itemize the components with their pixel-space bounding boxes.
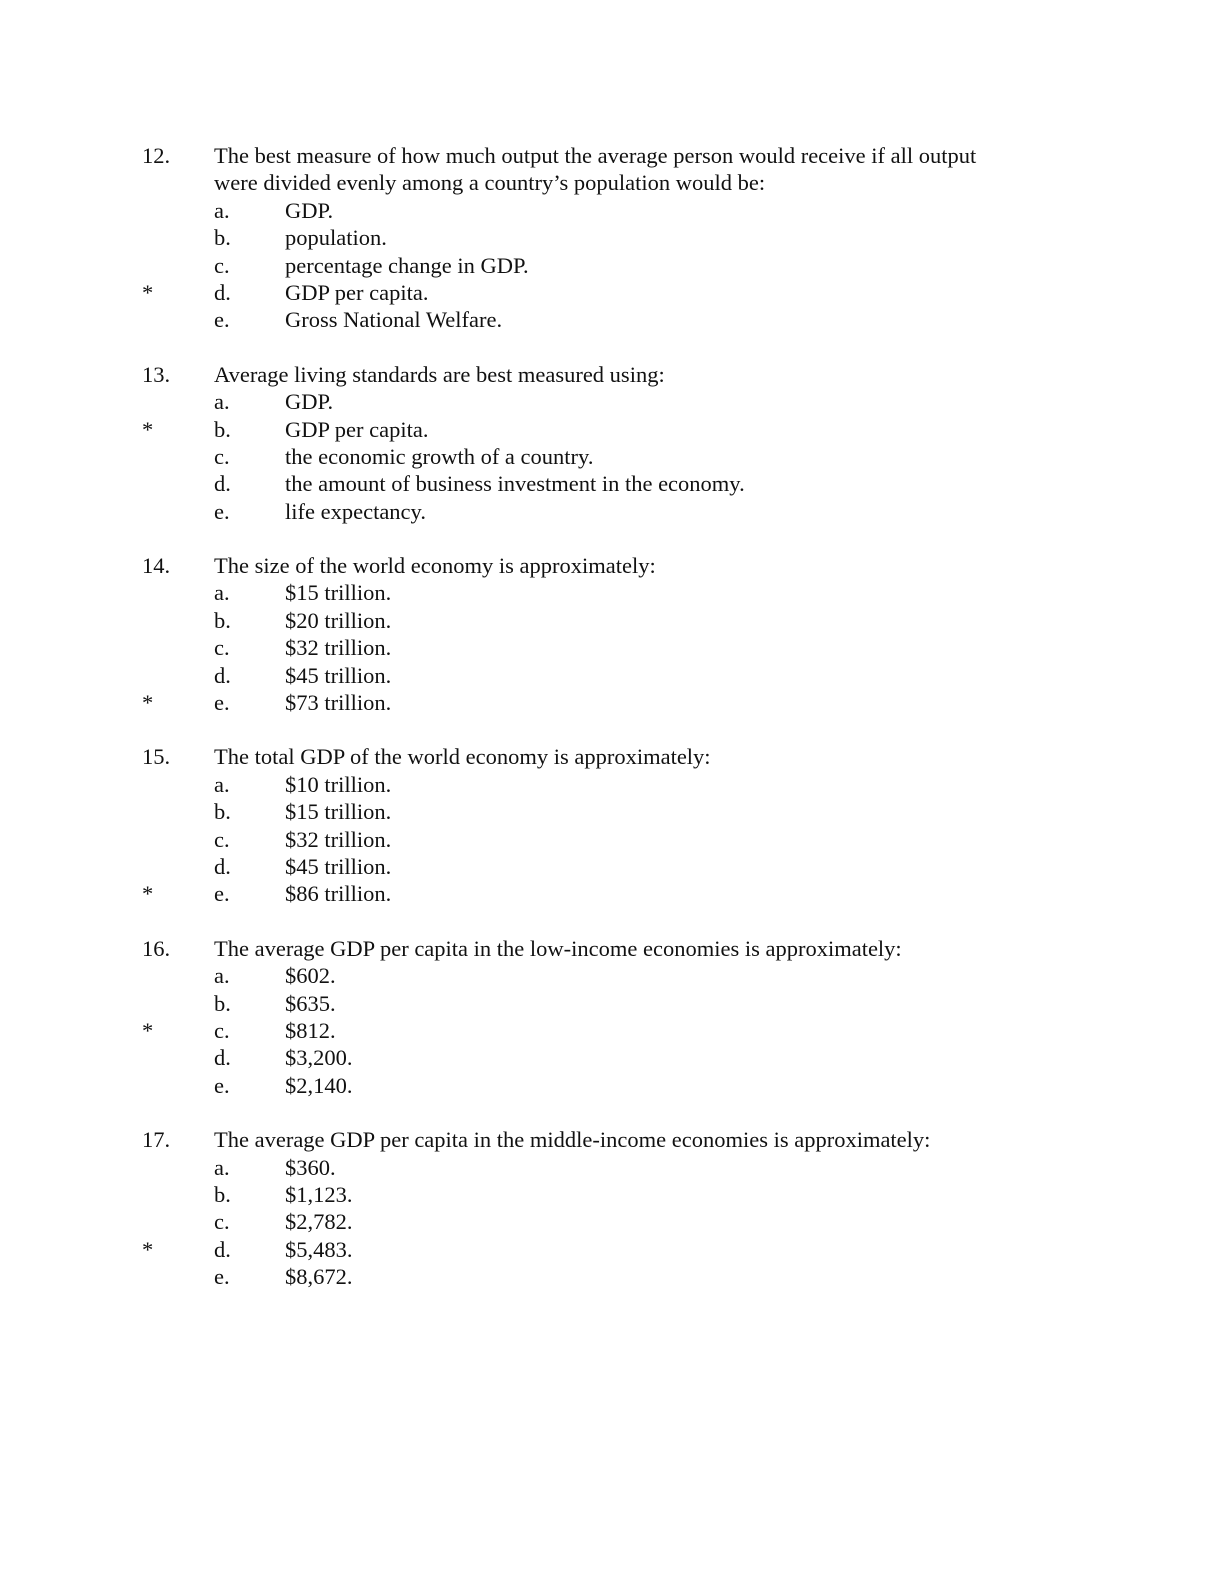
option-text: $20 trillion.	[285, 607, 392, 633]
question-number: 16.	[142, 935, 171, 961]
answer-option	[0, 197, 1224, 224]
answer-option	[0, 1044, 1224, 1071]
option-text: $73 trillion.	[285, 690, 392, 716]
option-text: $3,200.	[285, 1045, 353, 1071]
option-letter: e.	[214, 307, 230, 333]
question-5	[0, 935, 1224, 1099]
option-text: $1,123.	[285, 1181, 353, 1207]
answer-option	[0, 252, 1224, 279]
answer-option	[0, 1017, 1224, 1044]
question-1	[0, 142, 1224, 334]
question-stem-text: The total GDP of the world economy is approximately:	[214, 744, 711, 770]
question-number: 17.	[142, 1127, 171, 1153]
answer-option	[0, 634, 1224, 661]
answer-option	[0, 416, 1224, 443]
answer-option	[0, 1154, 1224, 1181]
option-text: $45 trillion.	[285, 662, 392, 688]
question-2	[0, 361, 1224, 525]
answer-option	[0, 962, 1224, 989]
option-letter: c.	[214, 443, 230, 469]
option-letter: b.	[214, 990, 231, 1016]
question-stem-text: were divided evenly among a country’s population would be:	[214, 170, 766, 196]
correct-answer-marker: *	[142, 1236, 154, 1262]
answer-option	[0, 579, 1224, 606]
option-text: $10 trillion.	[285, 771, 392, 797]
correct-answer-marker: *	[142, 881, 154, 907]
question-number: 12.	[142, 143, 171, 168]
answer-option	[0, 990, 1224, 1017]
answer-option	[0, 470, 1224, 497]
question-number: 14.	[142, 553, 171, 579]
option-text: GDP per capita.	[285, 416, 429, 442]
option-text: percentage change in GDP.	[285, 252, 529, 278]
answer-option	[0, 306, 1224, 333]
answer-option	[0, 662, 1224, 689]
answer-option	[0, 1263, 1224, 1290]
question-6	[0, 1126, 1224, 1290]
correct-answer-marker: *	[142, 416, 154, 442]
option-text: GDP.	[285, 197, 334, 223]
option-text: $15 trillion.	[285, 799, 392, 825]
question-stem-line	[0, 361, 1224, 388]
option-text: the amount of business investment in the economy.	[285, 471, 745, 497]
option-letter: d.	[214, 279, 231, 305]
question-stem-text: The average GDP per capita in the low-income economies is approximately:	[214, 935, 902, 961]
question-list	[0, 142, 1224, 1317]
answer-option	[0, 689, 1224, 716]
question-stem-text: The best measure of how much output the average person would receive if all output	[214, 143, 977, 168]
option-letter: c.	[214, 826, 230, 852]
option-letter: e.	[214, 690, 230, 716]
option-text: $2,140.	[285, 1072, 353, 1098]
option-letter: b.	[214, 1181, 231, 1207]
option-text: population.	[285, 225, 387, 251]
option-text: $602.	[285, 963, 336, 989]
option-letter: c.	[214, 252, 230, 278]
option-text: $32 trillion.	[285, 635, 392, 661]
answer-option	[0, 388, 1224, 415]
question-stem-line	[0, 743, 1224, 770]
question-4	[0, 743, 1224, 907]
option-text: GDP per capita.	[285, 279, 429, 305]
option-text: $2,782.	[285, 1209, 353, 1235]
option-letter: c.	[214, 635, 230, 661]
correct-answer-marker: *	[142, 1017, 154, 1043]
question-number: 15.	[142, 744, 171, 770]
option-text: GDP.	[285, 389, 334, 415]
answer-option	[0, 1236, 1224, 1263]
option-text: the economic growth of a country.	[285, 443, 594, 469]
question-3	[0, 552, 1224, 716]
answer-option	[0, 771, 1224, 798]
option-text: $5,483.	[285, 1236, 353, 1262]
option-letter: a.	[214, 389, 230, 415]
answer-option	[0, 1208, 1224, 1235]
option-text: $635.	[285, 990, 336, 1016]
option-letter: d.	[214, 1045, 231, 1071]
option-text: life expectancy.	[285, 498, 426, 524]
question-stem-text: Average living standards are best measured using:	[214, 361, 665, 387]
question-stem-line	[0, 142, 1224, 169]
option-text: $360.	[285, 1154, 336, 1180]
option-letter: d.	[214, 662, 231, 688]
answer-option	[0, 498, 1224, 525]
option-letter: a.	[214, 963, 230, 989]
option-letter: b.	[214, 607, 231, 633]
option-text: $15 trillion.	[285, 580, 392, 606]
question-stem-line	[0, 1126, 1224, 1153]
answer-option	[0, 607, 1224, 634]
answer-option	[0, 1181, 1224, 1208]
option-text: $86 trillion.	[285, 881, 392, 907]
option-letter: e.	[214, 1264, 230, 1290]
question-number: 13.	[142, 361, 171, 387]
question-stem-line	[0, 169, 1224, 196]
answer-option	[0, 853, 1224, 880]
option-letter: e.	[214, 1072, 230, 1098]
option-letter: d.	[214, 853, 231, 879]
answer-option	[0, 826, 1224, 853]
question-stem-text: The average GDP per capita in the middle-income economies is approximately:	[214, 1127, 931, 1153]
option-text: Gross National Welfare.	[285, 307, 503, 333]
answer-option	[0, 443, 1224, 470]
option-letter: d.	[214, 1236, 231, 1262]
correct-answer-marker: *	[142, 690, 154, 716]
option-letter: b.	[214, 416, 231, 442]
correct-answer-marker: *	[142, 279, 154, 305]
option-letter: a.	[214, 771, 230, 797]
option-letter: d.	[214, 471, 231, 497]
option-letter: e.	[214, 881, 230, 907]
question-stem-line	[0, 935, 1224, 962]
option-text: $45 trillion.	[285, 853, 392, 879]
option-letter: c.	[214, 1209, 230, 1235]
answer-option	[0, 224, 1224, 251]
option-letter: c.	[214, 1017, 230, 1043]
option-letter: a.	[214, 197, 230, 223]
answer-option	[0, 798, 1224, 825]
option-letter: b.	[214, 799, 231, 825]
option-letter: a.	[214, 580, 230, 606]
option-letter: a.	[214, 1154, 230, 1180]
option-letter: b.	[214, 225, 231, 251]
question-stem-line	[0, 552, 1224, 579]
option-text: $812.	[285, 1017, 336, 1043]
answer-option	[0, 279, 1224, 306]
option-text: $8,672.	[285, 1264, 353, 1290]
option-letter: e.	[214, 498, 230, 524]
question-stem-text: The size of the world economy is approximately:	[214, 553, 656, 579]
answer-option	[0, 1072, 1224, 1099]
answer-option	[0, 880, 1224, 907]
option-text: $32 trillion.	[285, 826, 392, 852]
